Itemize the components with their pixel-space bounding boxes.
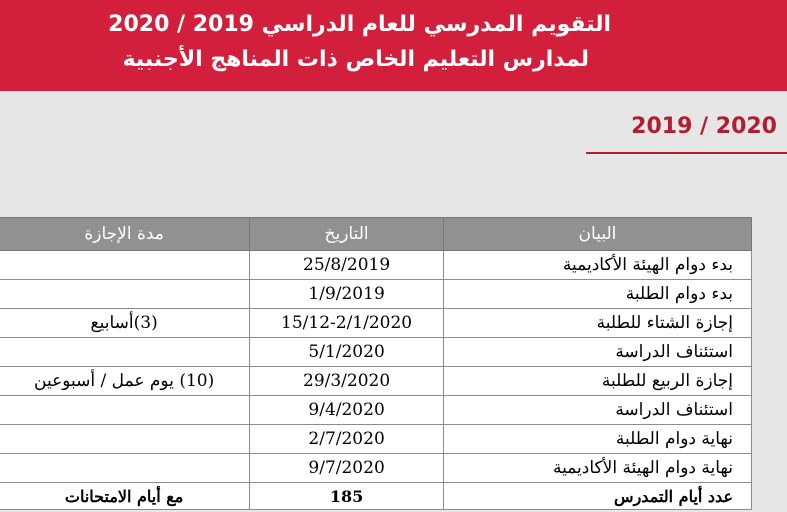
title-banner (0, 0, 787, 91)
table-row (0, 425, 752, 454)
table-row (0, 367, 752, 396)
row-duration (0, 251, 250, 280)
row-date: 5/1/2020 (250, 338, 444, 367)
row-description: نهاية دوام الطلبة (443, 425, 751, 454)
row-duration (0, 396, 250, 425)
footer-school-days-label: عدد أيام التمدرس (443, 483, 751, 510)
row-description: إجازة الشتاء للطلبة (443, 309, 751, 338)
row-description: استئناف الدراسة (443, 396, 751, 425)
row-duration: (10) يوم عمل / أسبوعين (0, 367, 250, 396)
academic-year-label: 2019 / 2020 (631, 114, 777, 139)
row-date: 29/3/2020 (250, 367, 444, 396)
table-footer-row (0, 483, 752, 510)
footer-exam-note: مع أيام الامتحانات (0, 483, 250, 510)
row-date: 15/12-2/1/2020 (250, 309, 444, 338)
title-line-1: التقويم المدرسي للعام الدراسي 2019 / 2020 (108, 12, 611, 37)
table-row (0, 251, 752, 280)
row-date: 2/7/2020 (250, 425, 444, 454)
row-duration (0, 425, 250, 454)
column-header-description: البيان (443, 218, 751, 251)
year-underline (586, 152, 787, 154)
table-row (0, 280, 752, 309)
school-calendar-table (0, 217, 752, 510)
row-description: نهاية دوام الهيئة الأكاديمية (443, 454, 751, 483)
row-duration (0, 338, 250, 367)
row-date: 1/9/2019 (250, 280, 444, 309)
column-header-date: التاريخ (250, 218, 444, 251)
column-header-holiday-duration: مدة الإجازة (0, 218, 250, 251)
row-description: بدء دوام الهيئة الأكاديمية (443, 251, 751, 280)
row-description: استئناف الدراسة (443, 338, 751, 367)
row-description: إجازة الربيع للطلبة (443, 367, 751, 396)
table-row (0, 396, 752, 425)
footer-school-days-count: 185 (250, 483, 444, 510)
row-duration: (3)أسابيع (0, 309, 250, 338)
table-row (0, 338, 752, 367)
row-date: 9/4/2020 (250, 396, 444, 425)
row-duration (0, 280, 250, 309)
title-line-2: لمدارس التعليم الخاص ذات المناهج الأجنبية (122, 47, 589, 72)
table-row (0, 309, 752, 338)
row-description: بدء دوام الطلبة (443, 280, 751, 309)
row-date: 9/7/2020 (250, 454, 444, 483)
table-header-row (0, 218, 752, 251)
row-duration (0, 454, 250, 483)
table-row (0, 454, 752, 483)
row-date: 25/8/2019 (250, 251, 444, 280)
